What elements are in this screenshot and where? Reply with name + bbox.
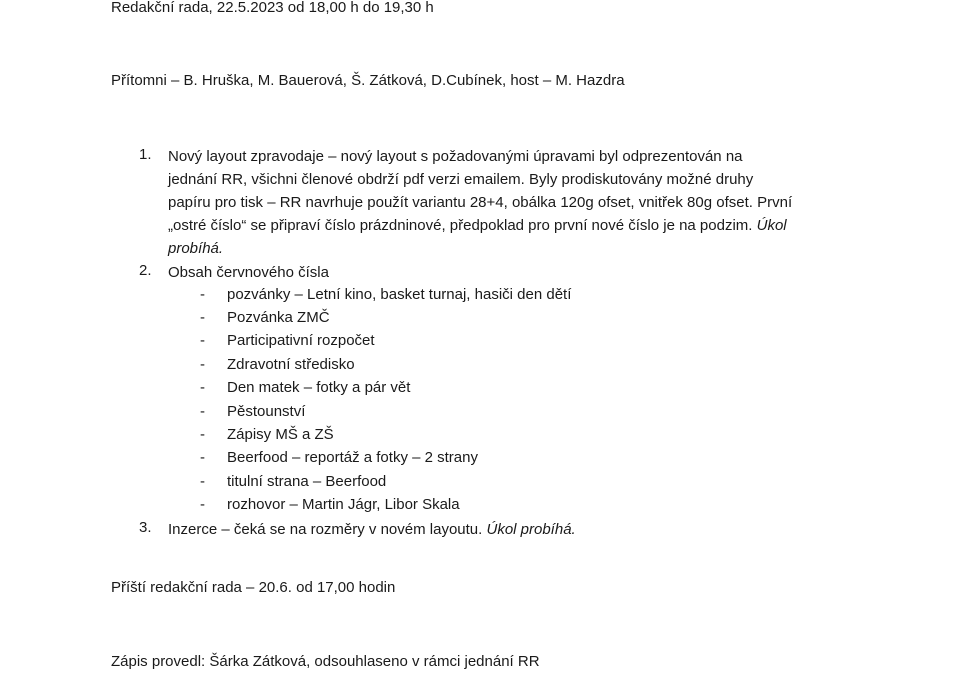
item-number: 1. [139,146,152,163]
list-item-text: Zápisy MŠ a ZŠ [227,426,334,443]
meeting-header: Redakční rada, 22.5.2023 od 18,00 h do 19,30 h [111,0,434,16]
status-label: Úkol probíhá. [486,521,576,538]
item-text-line [168,518,576,541]
list-item-text: rozhovor – Martin Jágr, Libor Skala [227,496,460,513]
minutes-author-line: Zápis provedl: Šárka Zátková, odsouhlaseno v rámci jednání RR [111,653,540,670]
list-item-text: titulní strana – Beerfood [227,473,387,490]
status-label: probíhá. [168,240,224,257]
bullet-dash: - [200,379,205,396]
bullet-dash: - [200,356,205,373]
bullet-dash: - [200,332,205,349]
item-text-line [168,214,787,237]
item-text-line: jednání RR, všichni členové obdrží pdf verzi emailem. Byly prodiskutovány možné druhy [168,171,754,188]
bullet-dash: - [200,496,205,513]
list-item-text: Zdravotní středisko [227,356,355,373]
item-number: 3. [139,519,152,536]
list-item-text: Den matek – fotky a pár vět [227,379,411,396]
bullet-dash: - [200,473,205,490]
bullet-dash: - [200,449,205,466]
bullet-dash: - [200,309,205,326]
bullet-dash: - [200,426,205,443]
item-text-line: Nový layout zpravodaje – nový layout s požadovanými úpravami byl odprezentován na [168,148,743,165]
attendees-line: Přítomni – B. Hruška, M. Bauerová, Š. Zátková, D.Cubínek, host – M. Hazdra [111,72,625,89]
item-title: Obsah červnového čísla [168,264,329,281]
list-item-text: Pozvánka ZMČ [227,309,330,326]
bullet-dash: - [200,286,205,303]
list-item-text: Pěstounství [227,403,306,420]
item-text-segment: Inzerce – čeká se na rozměry v novém layoutu. [168,521,483,538]
list-item-text: pozvánky – Letní kino, basket turnaj, hasiči den dětí [227,286,572,303]
bullet-dash: - [200,403,205,420]
status-label: Úkol [756,217,787,234]
next-meeting-line: Příští redakční rada – 20.6. od 17,00 hodin [111,579,396,596]
list-item-text: Participativní rozpočet [227,332,375,349]
list-item-text: Beerfood – reportáž a fotky – 2 strany [227,449,478,466]
item-text-line: papíru pro tisk – RR navrhuje použít variantu 28+4, obálka 120g ofset, vnitřek 80g ofset. První [168,194,793,211]
item-number: 2. [139,262,152,279]
item-text-segment: „ostré číslo“ se připraví číslo prázdninové, předpoklad pro první nové číslo je na podzim. [168,217,753,234]
